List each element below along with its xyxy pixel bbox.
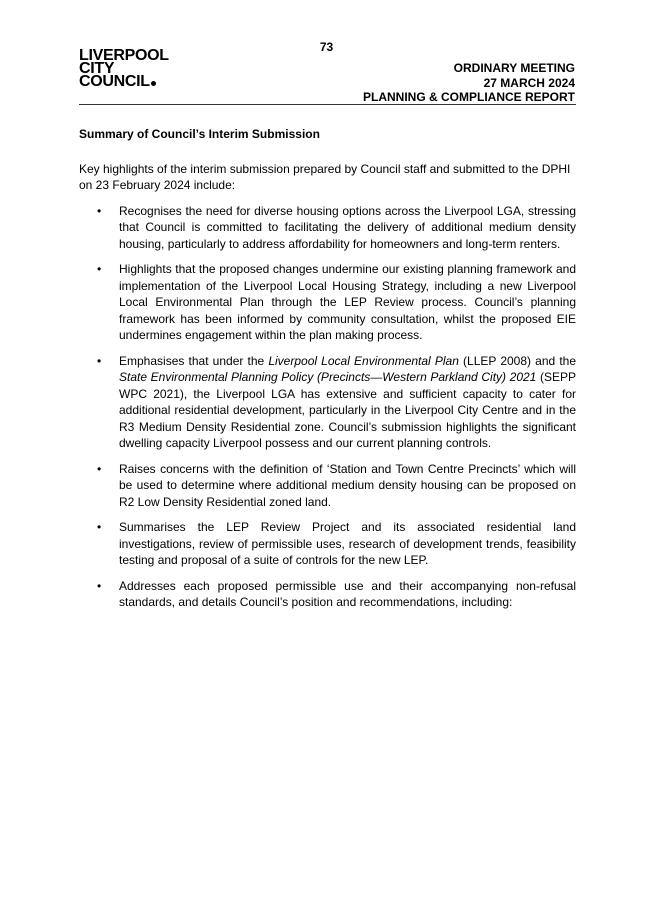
list-item-text: Recognises the need for diverse housing options across the Liverpool LGA, stressing that Council is committed to facilitating the delivery of additional medium density housing, particularly to address affordability for homeowners and long-term renters. <box>119 203 576 251</box>
report-name: PLANNING & COMPLIANCE REPORT <box>362 90 575 104</box>
llep-title: Liverpool Local Environmental Plan <box>268 353 459 368</box>
list-item <box>79 261 576 344</box>
list-item-text <box>119 354 576 451</box>
list-item-text: Raises concerns with the definition of ‘Station and Town Centre Precincts’ which will be used to determine where additional medium density housing can be proposed on R2 Low Density Residential zoned land. <box>119 461 576 509</box>
report-header <box>363 61 575 105</box>
meeting-type: ORDINARY MEETING <box>453 61 575 75</box>
council-logo <box>79 49 169 88</box>
list-item-text: Addresses each proposed permissible use and their accompanying non-refusal standards, and details Council’s position and recommendations, including: <box>119 578 576 609</box>
document-body <box>79 126 576 620</box>
page-number: 73 <box>319 40 334 54</box>
list-item-text: Summarises the LEP Review Project and its associated residential land investigations, review of permissible uses, research of development trends, feasibility testing and proposal of a suite of controls for the new LEP. <box>119 520 576 567</box>
bullet-icon: • <box>97 353 102 368</box>
sepp-title: State Environmental Planning Policy (Precincts—Western Parkland City) 2021 <box>119 370 537 384</box>
text-segment: (SEPP WPC 2021), the Liverpool LGA has extensive and sufficient capacity to cater for additional residential development, particularly in the Liverpool City Centre and in the R3 Medium Density Residential zone. Council’s submission highlights the significant dwelling capacity Liverpool possess and our current planning controls. <box>119 370 576 450</box>
intro-paragraph: Key highlights of the interim submission prepared by Council staff and submitted to the DPHI on 23 February 2024 include: <box>79 161 571 192</box>
meeting-date: 27 MARCH 2024 <box>483 75 575 90</box>
text-segment: Emphasises that under the <box>119 353 269 368</box>
logo-line-1: LIVERPOOL <box>79 47 169 64</box>
list-item <box>79 203 576 253</box>
bullet-icon: • <box>97 461 102 476</box>
bullet-icon: • <box>97 203 102 218</box>
header-divider <box>79 104 576 105</box>
logo-line-3-text: COUNCIL <box>79 73 150 90</box>
bullet-icon: • <box>97 520 102 534</box>
highlights-list <box>79 203 576 611</box>
text-segment: (LLEP 2008) and the <box>458 353 577 368</box>
section-title: Summary of Council’s Interim Submission <box>79 127 320 141</box>
list-item <box>79 519 576 569</box>
bullet-icon: • <box>97 578 102 593</box>
list-item <box>79 353 576 452</box>
logo-dot-icon <box>151 81 156 86</box>
logo-line-3 <box>79 75 169 88</box>
list-item <box>79 461 576 511</box>
list-item <box>79 578 576 611</box>
bullet-icon: • <box>97 262 102 276</box>
list-item-text: Highlights that the proposed changes undermine our existing planning framework and implementation of the Liverpool Local Housing Strategy, including a new Liverpool Local Environmental Plan through the LEP Review process. Council’s planning framework has been informed by community consultation, whilst the proposed EIE undermines engagement within the plan making process. <box>119 262 576 342</box>
logo-line-2: CITY <box>79 60 115 77</box>
